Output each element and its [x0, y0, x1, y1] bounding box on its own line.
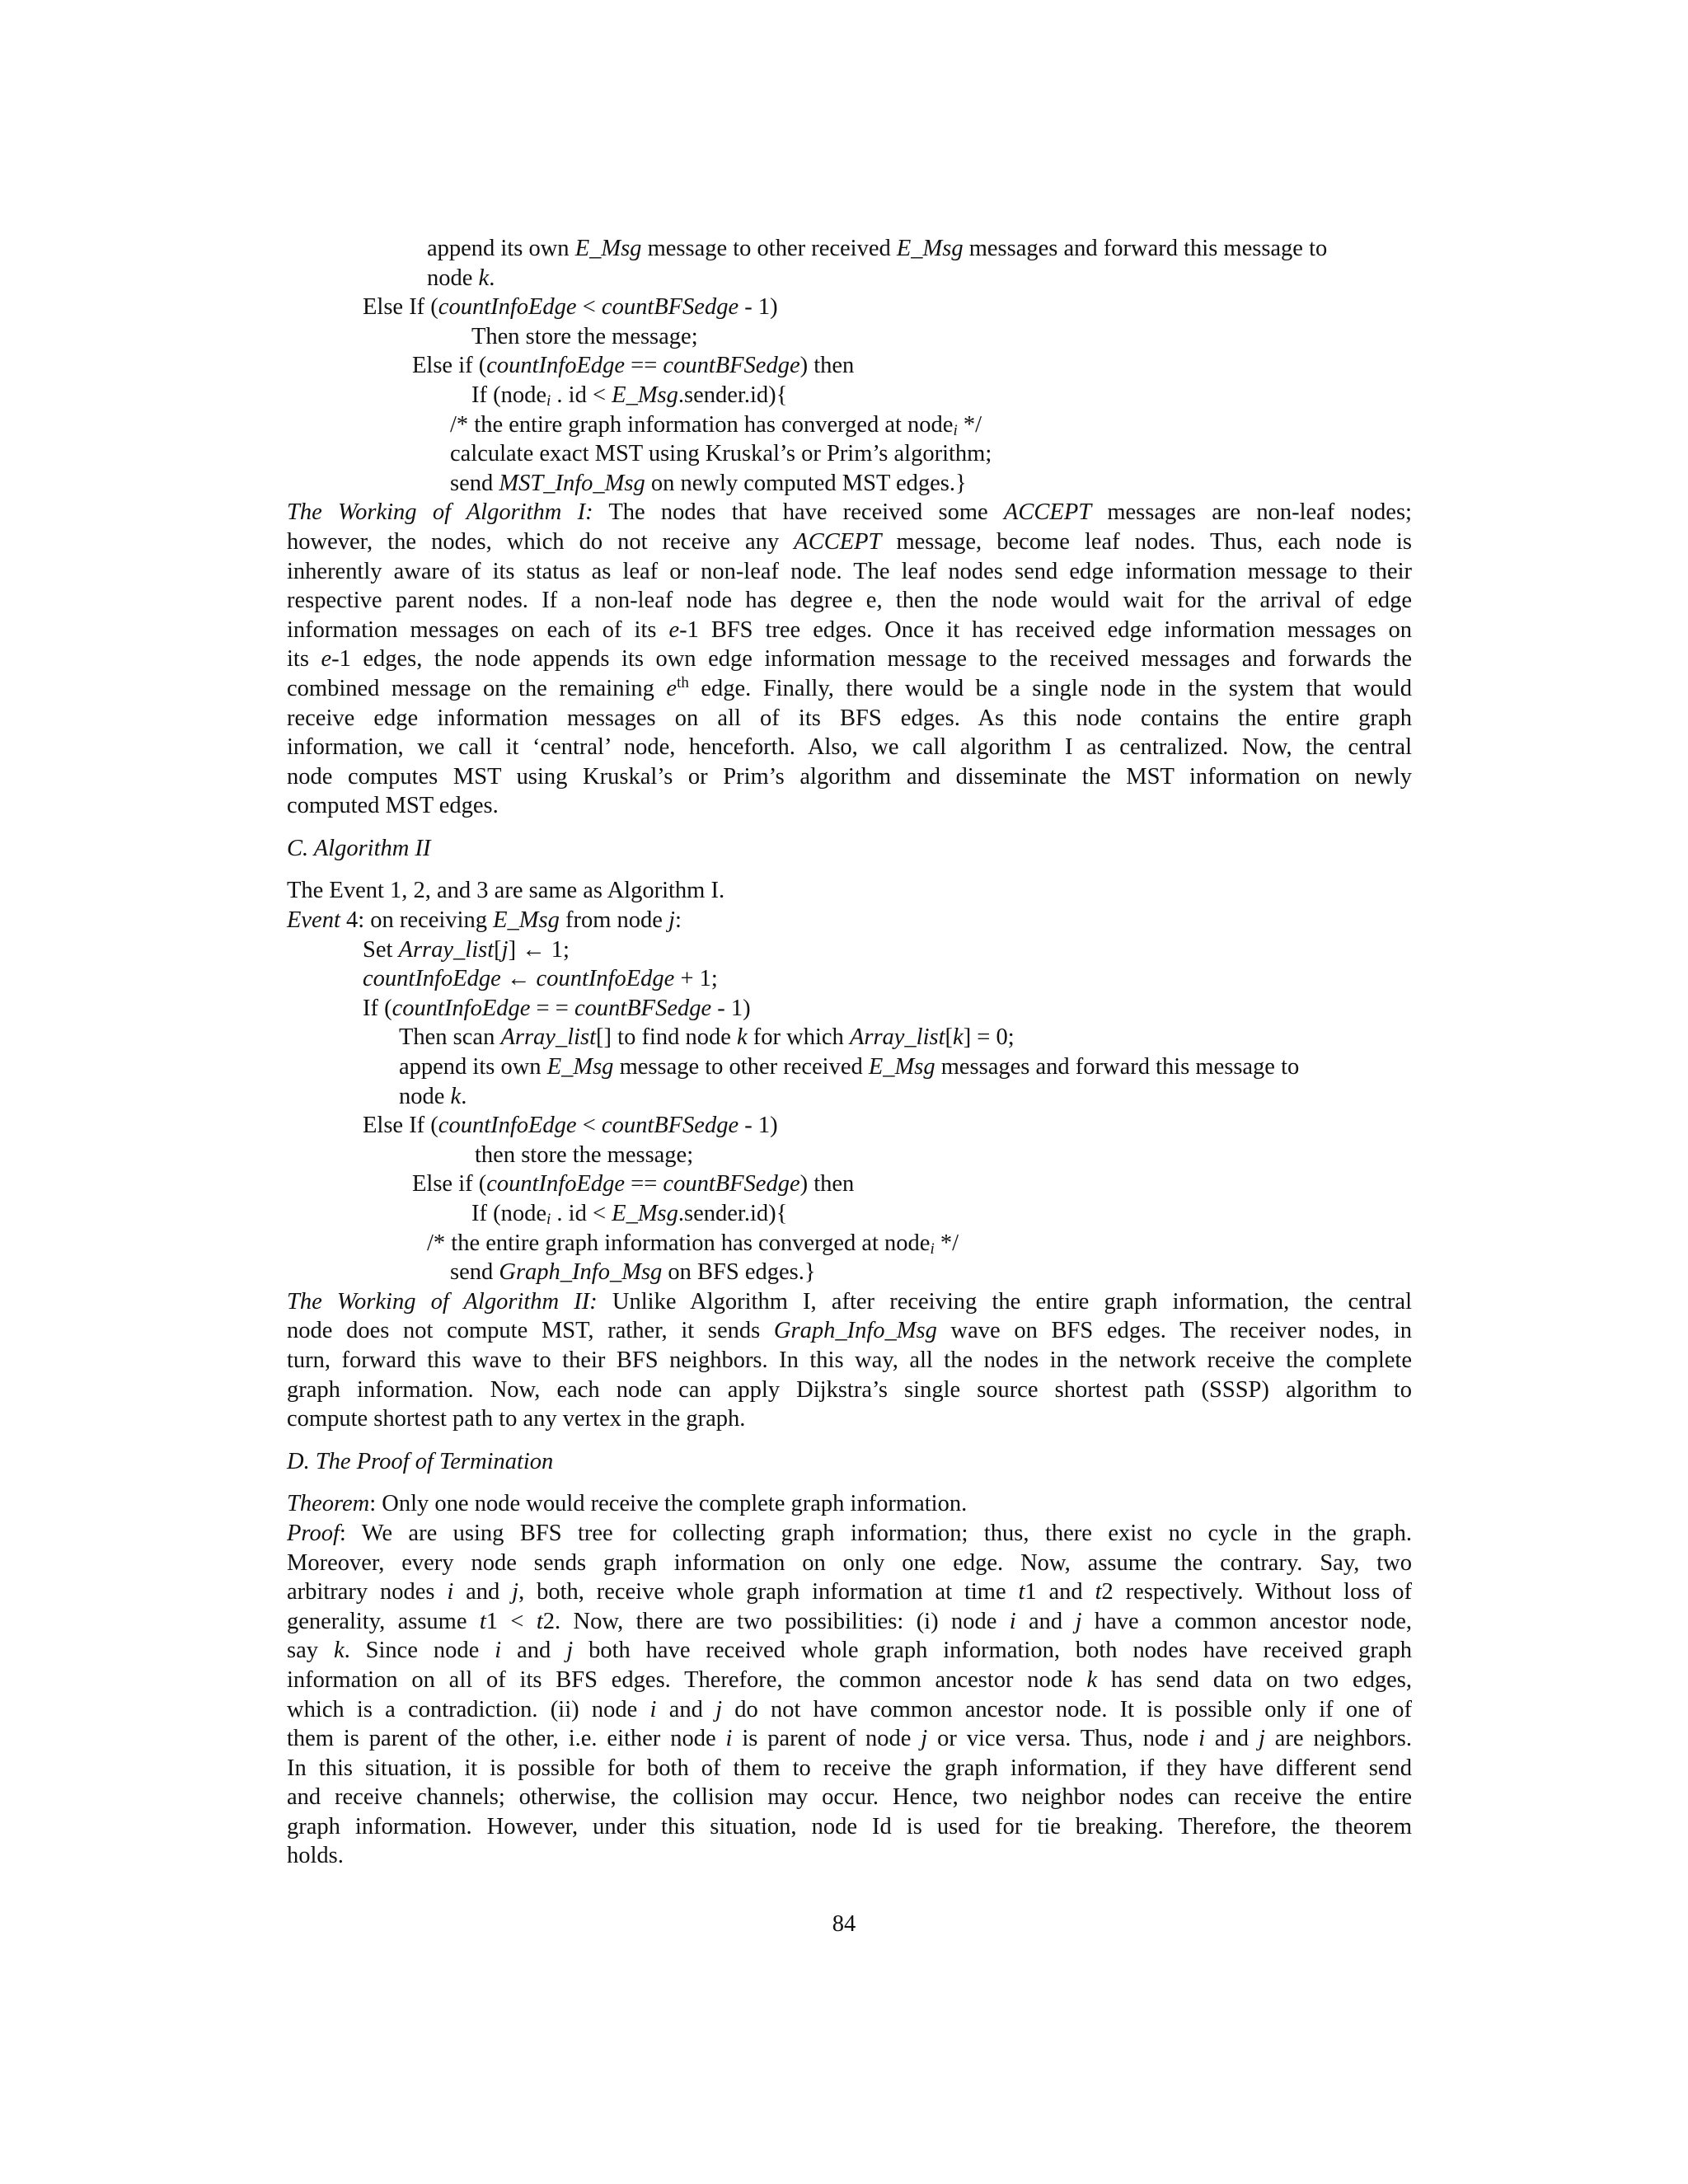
- algo2-line: send Graph_Info_Msg on BFS edges.}: [450, 1259, 816, 1286]
- paragraph-line: respective parent nodes. If a non-leaf node has degree e, then the node would wait for the arrival of edge: [287, 588, 1412, 614]
- algo2-line: /* the entire graph information has converged at node$_i$ */: [427, 1230, 959, 1258]
- page-number: 84: [832, 1911, 856, 1937]
- proof-line: information on all of its BFS edges. Therefore, the common ancestor node k has send data on two edges,: [287, 1666, 1412, 1693]
- paragraph-line: inherently aware of its status as leaf or non-leaf node. The leaf nodes send edge information message to their: [287, 558, 1412, 584]
- paragraph-line: computed MST edges.: [287, 793, 499, 819]
- algo1-line: /* the entire graph information has converged at node$_i$ */: [450, 411, 982, 439]
- paragraph-line: information, we call it ‘central’ node, henceforth. Also, we call algorithm I as centralized. Now, the central: [287, 734, 1412, 761]
- algo2-line: If (node$_i$ . id < E_Msg.sender.id){: [471, 1201, 788, 1228]
- algo2-line: then store the message;: [475, 1141, 694, 1168]
- paragraph-line: combined message on the remaining $e^{th}$ edge. Finally, there would be a single node in the system that would: [287, 673, 1412, 701]
- proof-line: Proof: We are using BFS tree for collecting graph information; thus, there exist no cycle in the graph.: [287, 1520, 1412, 1546]
- algo2-line: If (countInfoEdge = = countBFSedge - 1): [363, 995, 751, 1021]
- paragraph-line: The Working of Algorithm I: The nodes that have received some ACCEPT messages are non-leaf nodes;: [287, 499, 1412, 526]
- algo1-line: calculate exact MST using Kruskal’s or Prim’s algorithm;: [450, 441, 992, 467]
- algo2-line: The Event 1, 2, and 3 are same as Algorithm I.: [287, 878, 725, 904]
- algo2-line: countInfoEdge ← countInfoEdge + 1;: [363, 966, 718, 992]
- paragraph-line: compute shortest path to any vertex in the graph.: [287, 1406, 746, 1432]
- section-heading-c: C. Algorithm II: [287, 835, 431, 861]
- proof-line: graph information. However, under this situation, node Id is used for tie breaking. Therefore, the theorem: [287, 1813, 1412, 1840]
- algo2-line: Else if (countInfoEdge == countBFSedge) then: [412, 1171, 855, 1197]
- paragraph-line: turn, forward this wave to their BFS neighbors. In this way, all the nodes in the network receive the complete: [287, 1347, 1412, 1373]
- algo1-line: send MST_Info_Msg on newly computed MST edges.}: [450, 470, 967, 496]
- algo2-line: append its own E_Msg message to other received E_Msg messages and forward this message to: [399, 1054, 1300, 1080]
- proof-line: holds.: [287, 1843, 344, 1869]
- proof-line: which is a contradiction. (ii) node i and j do not have common ancestor node. It is possible only if one of: [287, 1696, 1412, 1722]
- proof-line: arbitrary nodes i and j, both, receive whole graph information at time t1 and t2 respectively. Without loss of: [287, 1579, 1412, 1605]
- page-content: [287, 234, 1412, 1871]
- algo1-line: Else If (countInfoEdge < countBFSedge - 1): [363, 294, 778, 321]
- paragraph-line: however, the nodes, which do not receive any ACCEPT message, become leaf nodes. Thus, each node is: [287, 528, 1412, 555]
- algo1-line: If (node$_i$ . id < E_Msg.sender.id){: [471, 382, 788, 410]
- paragraph-line: its e-1 edges, the node appends its own edge information message to the received messages and forwards the: [287, 646, 1412, 673]
- proof-line: them is parent of the other, i.e. either node i is parent of node j or vice versa. Thus, node i and j are neighbors.: [287, 1726, 1412, 1752]
- algo2-line: node k.: [399, 1083, 467, 1109]
- proof-line: and receive channels; otherwise, the collision may occur. Hence, two neighbor nodes can receive the entire: [287, 1784, 1412, 1811]
- algo2-line: Event 4: on receiving E_Msg from node j:: [287, 907, 682, 934]
- algo1-line: Then store the message;: [471, 323, 698, 349]
- proof-line: Moreover, every node sends graph information on only one edge. Now, assume the contrary. Say, two: [287, 1549, 1412, 1576]
- paragraph-line: information messages on each of its e-1 BFS tree edges. Once it has received edge information messages on: [287, 616, 1412, 643]
- paragraph-line: node computes MST using Kruskal’s or Prim’s algorithm and disseminate the MST information on newly: [287, 763, 1412, 790]
- proof-line: generality, assume t1 < t2. Now, there are two possibilities: (i) node i and j have a common ancestor node,: [287, 1608, 1412, 1634]
- section-heading-d: D. The Proof of Termination: [287, 1448, 554, 1474]
- paragraph-line: receive edge information messages on all of its BFS edges. As this node contains the entire graph: [287, 705, 1412, 731]
- paragraph-line: graph information. Now, each node can apply Dijkstra’s single source shortest path (SSSP) algorithm to: [287, 1376, 1412, 1403]
- paragraph-line: node does not compute MST, rather, it sends Graph_Info_Msg wave on BFS edges. The receiver nodes, in: [287, 1318, 1412, 1344]
- proof-line: say k. Since node i and j both have received whole graph information, both nodes have received graph: [287, 1638, 1412, 1664]
- algo2-line: Set Array_list[j] ← 1;: [363, 936, 570, 963]
- algo1-line: Else if (countInfoEdge == countBFSedge) then: [412, 353, 855, 379]
- algo2-line: Else If (countInfoEdge < countBFSedge - 1): [363, 1113, 778, 1139]
- algo2-line: Then scan Array_list[] to find node k for which Array_list[k] = 0;: [399, 1024, 1015, 1051]
- algo1-line: node k.: [427, 265, 495, 291]
- algo1-line: append its own E_Msg message to other received E_Msg messages and forward this message to: [427, 236, 1328, 261]
- proof-line: In this situation, it is possible for both of them to receive the graph information, if they have different send: [287, 1755, 1412, 1781]
- theorem-statement: Theorem: Only one node would receive the complete graph information.: [287, 1491, 968, 1517]
- paragraph-line: The Working of Algorithm II: Unlike Algorithm I, after receiving the entire graph information, the central: [287, 1288, 1412, 1315]
